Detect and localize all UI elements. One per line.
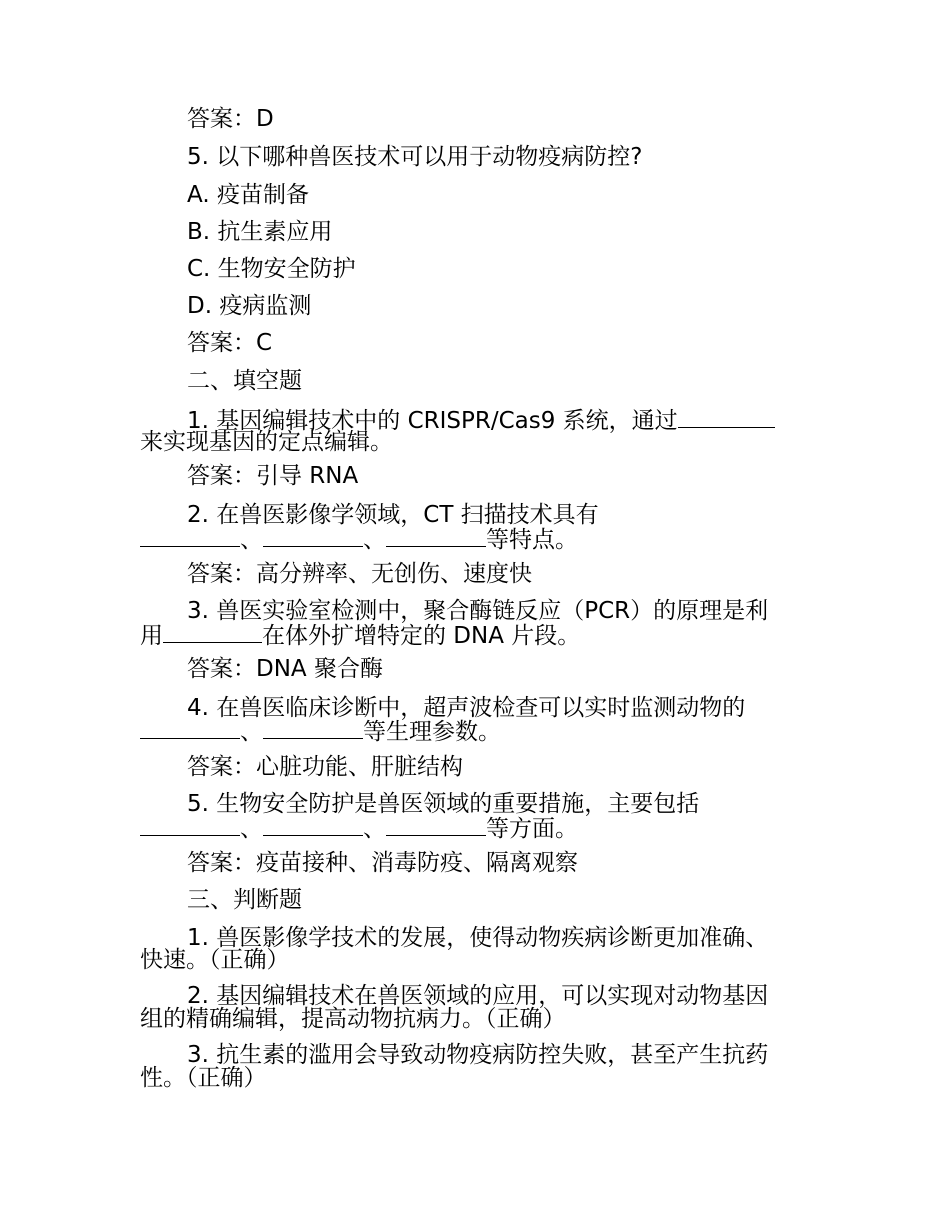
- fill-q3-line1: 3. 兽医实验室检测中，聚合酶链反应（PCR）的原理是利: [187, 598, 769, 624]
- fill-blank: [263, 718, 363, 739]
- option-b: B. 抗生素应用: [187, 219, 333, 245]
- fill-blank: [386, 526, 486, 547]
- judge-1-line1: 1. 兽医影像学技术的发展，使得动物疾病诊断更加准确、: [187, 925, 769, 951]
- fill-q2-tail: 等特点。: [486, 527, 578, 553]
- fill-q5-tail: 等方面。: [486, 816, 578, 842]
- judge-2-line1: 2. 基因编辑技术在兽医领域的应用，可以实现对动物基因: [187, 983, 769, 1009]
- separator: 、: [240, 816, 263, 842]
- fill-blank: [386, 815, 486, 836]
- option-d: D. 疫病监测: [187, 293, 312, 319]
- fill-q3-tail: 在体外扩增特定的 DNA 片段。: [262, 623, 581, 649]
- fill-q4-line1: 4. 在兽医临床诊断中，超声波检查可以实时监测动物的: [187, 695, 746, 721]
- fill-q2-line2: [140, 526, 810, 552]
- option-a: A. 疫苗制备: [187, 182, 309, 208]
- fill-blank: [163, 622, 262, 643]
- fill-heading: 二、填空题: [187, 368, 302, 394]
- previous-answer: 答案：D: [187, 106, 274, 132]
- judge-heading: 三、判断题: [187, 887, 302, 913]
- fill-blank: [140, 526, 240, 547]
- fill-answer-2: 答案：高分辨率、无创伤、速度快: [187, 561, 532, 587]
- fill-blank: [263, 526, 363, 547]
- fill-answer-3: 答案：DNA 聚合酶: [187, 656, 383, 682]
- fill-blank: [140, 718, 240, 739]
- fill-blank: [263, 815, 363, 836]
- fill-q4-line2: [140, 718, 810, 744]
- fill-blank: [678, 407, 775, 428]
- separator: 、: [240, 719, 263, 745]
- separator: 、: [363, 527, 386, 553]
- question-5: 5. 以下哪种兽医技术可以用于动物疫病防控?: [187, 144, 643, 170]
- judge-2-line2: 组的精确编辑，提高动物抗病力。（正确）: [140, 1006, 566, 1032]
- separator: 、: [363, 816, 386, 842]
- fill-q1-text: 1. 基因编辑技术中的 CRISPR/Cas9 系统，通过: [187, 408, 678, 434]
- fill-q3-line2: [140, 622, 810, 648]
- fill-blank: [140, 815, 240, 836]
- fill-q2-line1: 2. 在兽医影像学领域，CT 扫描技术具有: [187, 502, 599, 528]
- fill-q5-line2: [140, 815, 810, 841]
- answer-5: 答案：C: [187, 330, 273, 356]
- option-c: C. 生物安全防护: [187, 256, 356, 282]
- judge-3-line2: 性。（正确）: [140, 1065, 267, 1091]
- judge-1-line2: 快速。（正确）: [140, 947, 290, 973]
- fill-q1-line2: 来实现基因的定点编辑。: [140, 429, 393, 455]
- fill-q5-line1: 5. 生物安全防护是兽医领域的重要措施，主要包括: [187, 791, 700, 817]
- fill-q4-tail: 等生理参数。: [363, 719, 501, 745]
- fill-answer-5: 答案：疫苗接种、消毒防疫、隔离观察: [187, 850, 578, 876]
- fill-answer-1: 答案：引导 RNA: [187, 463, 359, 489]
- fill-answer-4: 答案：心脏功能、肝脏结构: [187, 754, 463, 780]
- fill-q3-head: 用: [140, 623, 163, 649]
- separator: 、: [240, 527, 263, 553]
- judge-3-line1: 3. 抗生素的滥用会导致动物疫病防控失败，甚至产生抗药: [187, 1042, 769, 1068]
